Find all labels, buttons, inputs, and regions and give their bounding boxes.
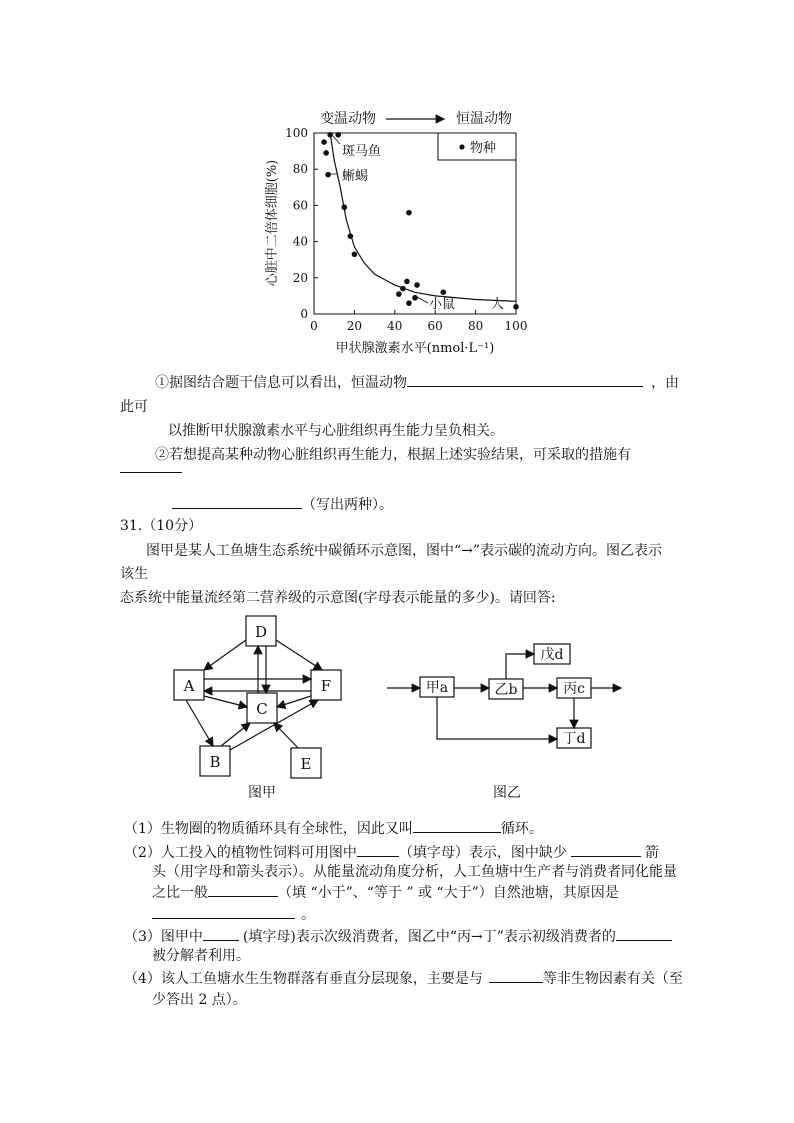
node-d: D <box>254 623 268 641</box>
node-e: E <box>300 755 312 773</box>
legend-label: 物种 <box>470 141 497 156</box>
chart-title-right: 恒温动物 <box>456 111 512 127</box>
x-tick-label: 100 <box>504 319 528 333</box>
annotation-human: 人 <box>491 297 505 312</box>
caption-yi: 图乙 <box>493 785 521 801</box>
data-point <box>352 251 358 257</box>
annotation-leader-mouse <box>417 297 428 303</box>
x-tick-label: 60 <box>427 319 443 333</box>
arrow-d-f <box>276 640 322 670</box>
chart-title-left: 变温动物 <box>320 111 376 127</box>
scatter-chart <box>0 0 794 370</box>
x-tick-label: 20 <box>346 319 363 333</box>
arrow-yi-wu <box>506 654 534 679</box>
annotation-lizard: 蜥蜴 <box>342 169 369 184</box>
arrow-e-c <box>274 723 298 748</box>
y-tick-label: 40 <box>292 234 308 249</box>
arrow-d-a <box>204 640 246 670</box>
q1-line3: ②若想提高某种动物心脏组织再生能力，根据上述实验结果，可采取的措施有 <box>155 447 631 463</box>
q2-blank-4[interactable] <box>152 904 295 919</box>
q2-blank-3[interactable] <box>208 882 278 897</box>
data-point <box>440 289 446 295</box>
q31-p1: 图甲是某人工鱼塘生态系统中碳循环示意图，图中“→”表示碳的流动方向。图乙表示 <box>146 543 663 559</box>
question-3-line1: （3）图甲中 (填字母)表示次级消费者，图乙中“丙→丁”表示初级消费者的 <box>124 926 672 947</box>
y-axis-label: 心脏中二倍体细胞(%) <box>265 159 280 287</box>
question-2-line1: （2）人工投入的植物性饲料可用图中 （填字母）表示，图中缺少 箭 <box>124 842 659 863</box>
q1-line1b: 此可 <box>120 399 148 415</box>
node-b: B <box>209 753 221 771</box>
node-ding: 丁d <box>562 731 586 747</box>
q3-blank-1[interactable] <box>203 926 239 941</box>
arrow-jia-ding <box>437 697 557 739</box>
data-point <box>323 150 329 156</box>
arrow-b-c <box>221 723 250 746</box>
node-bing: 丙c <box>563 681 585 697</box>
data-point <box>414 282 420 288</box>
data-point <box>396 291 402 297</box>
q1-answer-blank[interactable] <box>413 818 501 833</box>
data-point <box>335 132 341 138</box>
y-tick-label: 80 <box>292 162 308 177</box>
data-point <box>406 300 412 306</box>
data-point <box>327 132 333 138</box>
x-tick-label: 80 <box>467 319 484 333</box>
node-c: C <box>256 700 268 718</box>
data-point <box>404 279 410 285</box>
q4-blank[interactable] <box>489 968 543 983</box>
y-tick-label: 60 <box>292 198 308 213</box>
q1-blank-3[interactable] <box>172 494 302 509</box>
caption-jia: 图甲 <box>248 785 276 801</box>
x-tick-label: 0 <box>310 319 318 333</box>
node-wu: 戊d <box>540 647 564 663</box>
annotation-zebrafish: 斑马鱼 <box>342 144 382 159</box>
q31-p2: 态系统中能量流经第二营养级的示意图(字母表示能量的多少)。请回答: <box>120 590 556 606</box>
node-yi: 乙b <box>494 682 518 698</box>
data-point <box>513 304 519 310</box>
q1-blank-2[interactable] <box>120 472 182 473</box>
arrow-f-c <box>277 696 311 707</box>
annotation-mouse: 小鼠 <box>429 297 456 312</box>
legend-marker <box>459 144 464 149</box>
question-2-line4: 。 <box>152 904 315 925</box>
y-tick-label: 20 <box>292 270 308 285</box>
q3-blank-2[interactable] <box>616 926 672 941</box>
question-1: （1）生物圈的物质循环具有全球性，因此又叫 循环。 <box>124 818 543 839</box>
x-tick-label: 40 <box>387 319 403 333</box>
q1-blank-1[interactable] <box>407 372 643 387</box>
q1-line2: 以推断甲状腺激素水平与心脏组织再生能力呈负相关。 <box>168 423 504 439</box>
q1-line1: ①据图结合题干信息可以看出，恒温动物 ，由 <box>155 372 679 393</box>
data-point <box>400 286 406 292</box>
data-point <box>412 295 418 301</box>
y-tick-label: 0 <box>300 307 308 321</box>
question-2-line3: 之比一般 （填 “小于”、“等于 ” 或 “大于”）自然池塘，其原因是 <box>152 882 619 903</box>
x-axis-label: 甲状腺激素水平(nmol·L⁻¹) <box>335 341 495 356</box>
data-point <box>321 139 327 145</box>
q1-line4: （写出两种）。 <box>172 494 393 515</box>
question-4-line1: （4）该人工鱼塘水生生物群落有垂直分层现象，主要是与 等非生物因素有关（至 <box>124 968 683 989</box>
q2-blank-2[interactable] <box>571 842 641 857</box>
node-jia: 甲a <box>425 680 449 696</box>
node-a: A <box>183 677 195 695</box>
arrow-a-b <box>186 700 213 746</box>
data-point <box>406 210 412 216</box>
diagram-jia <box>0 600 794 810</box>
q31-p1b: 该生 <box>120 566 148 582</box>
q2-blank-1[interactable] <box>357 842 399 857</box>
data-point <box>325 172 331 178</box>
question-4-line2: 少答出 2 点）。 <box>152 992 247 1008</box>
y-tick-label: 100 <box>285 126 308 140</box>
arrow-b-f <box>230 700 318 750</box>
q31-head: 31.（10分） <box>120 518 203 534</box>
question-2-line2: 头（用字母和箭头表示）。从能量流动角度分析，人工鱼塘中生产者与消费者同化能量 <box>152 864 677 880</box>
data-point <box>348 233 354 239</box>
arrow-a-c <box>204 696 247 707</box>
question-3-line2: 被分解者利用。 <box>152 948 250 964</box>
data-point <box>342 204 348 210</box>
node-f: F <box>320 677 332 695</box>
